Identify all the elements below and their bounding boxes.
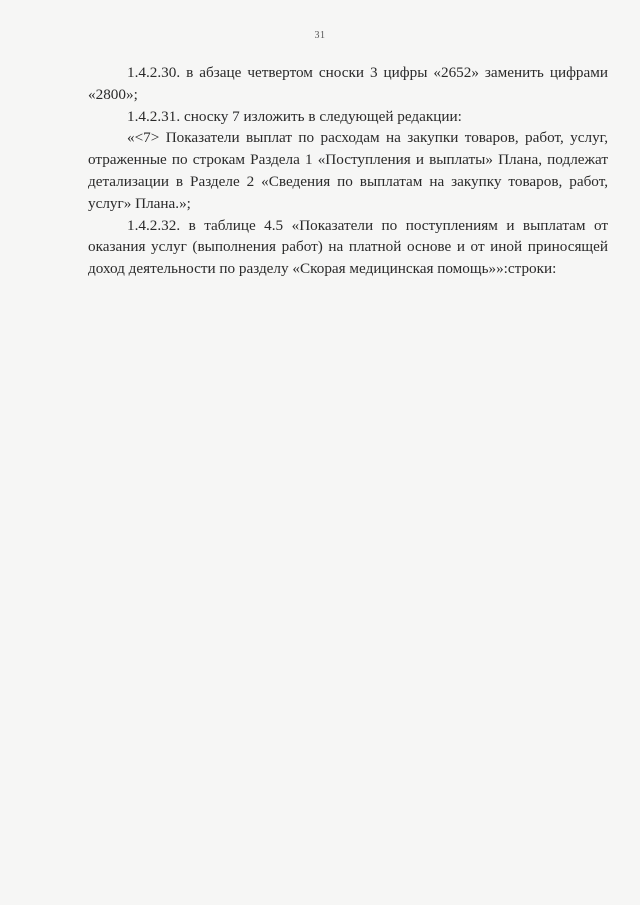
paragraph-1-4-2-30: 1.4.2.30. в абзаце четвертом сноски 3 цифры «2652» заменить цифрами «2800»; (88, 64, 608, 103)
paragraph-footnote-7-text: «<7> Показатели выплат по расходам на закупки товаров, работ, услуг, отраженные по строкам Раздела 1 «Поступления и выплаты» Плана, подлежат детализации в Разделе 2 «Сведения по выплатам на закупку товаров, работ, услуг» Плана.»; (88, 129, 608, 212)
paragraph-1-4-2-31: 1.4.2.31. сноску 7 изложить в следующей редакции: (127, 107, 462, 125)
paragraph-1-4-2-32: 1.4.2.32. в таблице 4.5 «Показатели по поступлениям и выплатам от оказания услуг (выполнения работ) на платной основе и от иной приносящей доход деятельности по разделу «Скорая медицинская помощь»»:строки: (88, 216, 608, 278)
page-number: 31 (314, 30, 326, 41)
document-body (88, 62, 608, 280)
